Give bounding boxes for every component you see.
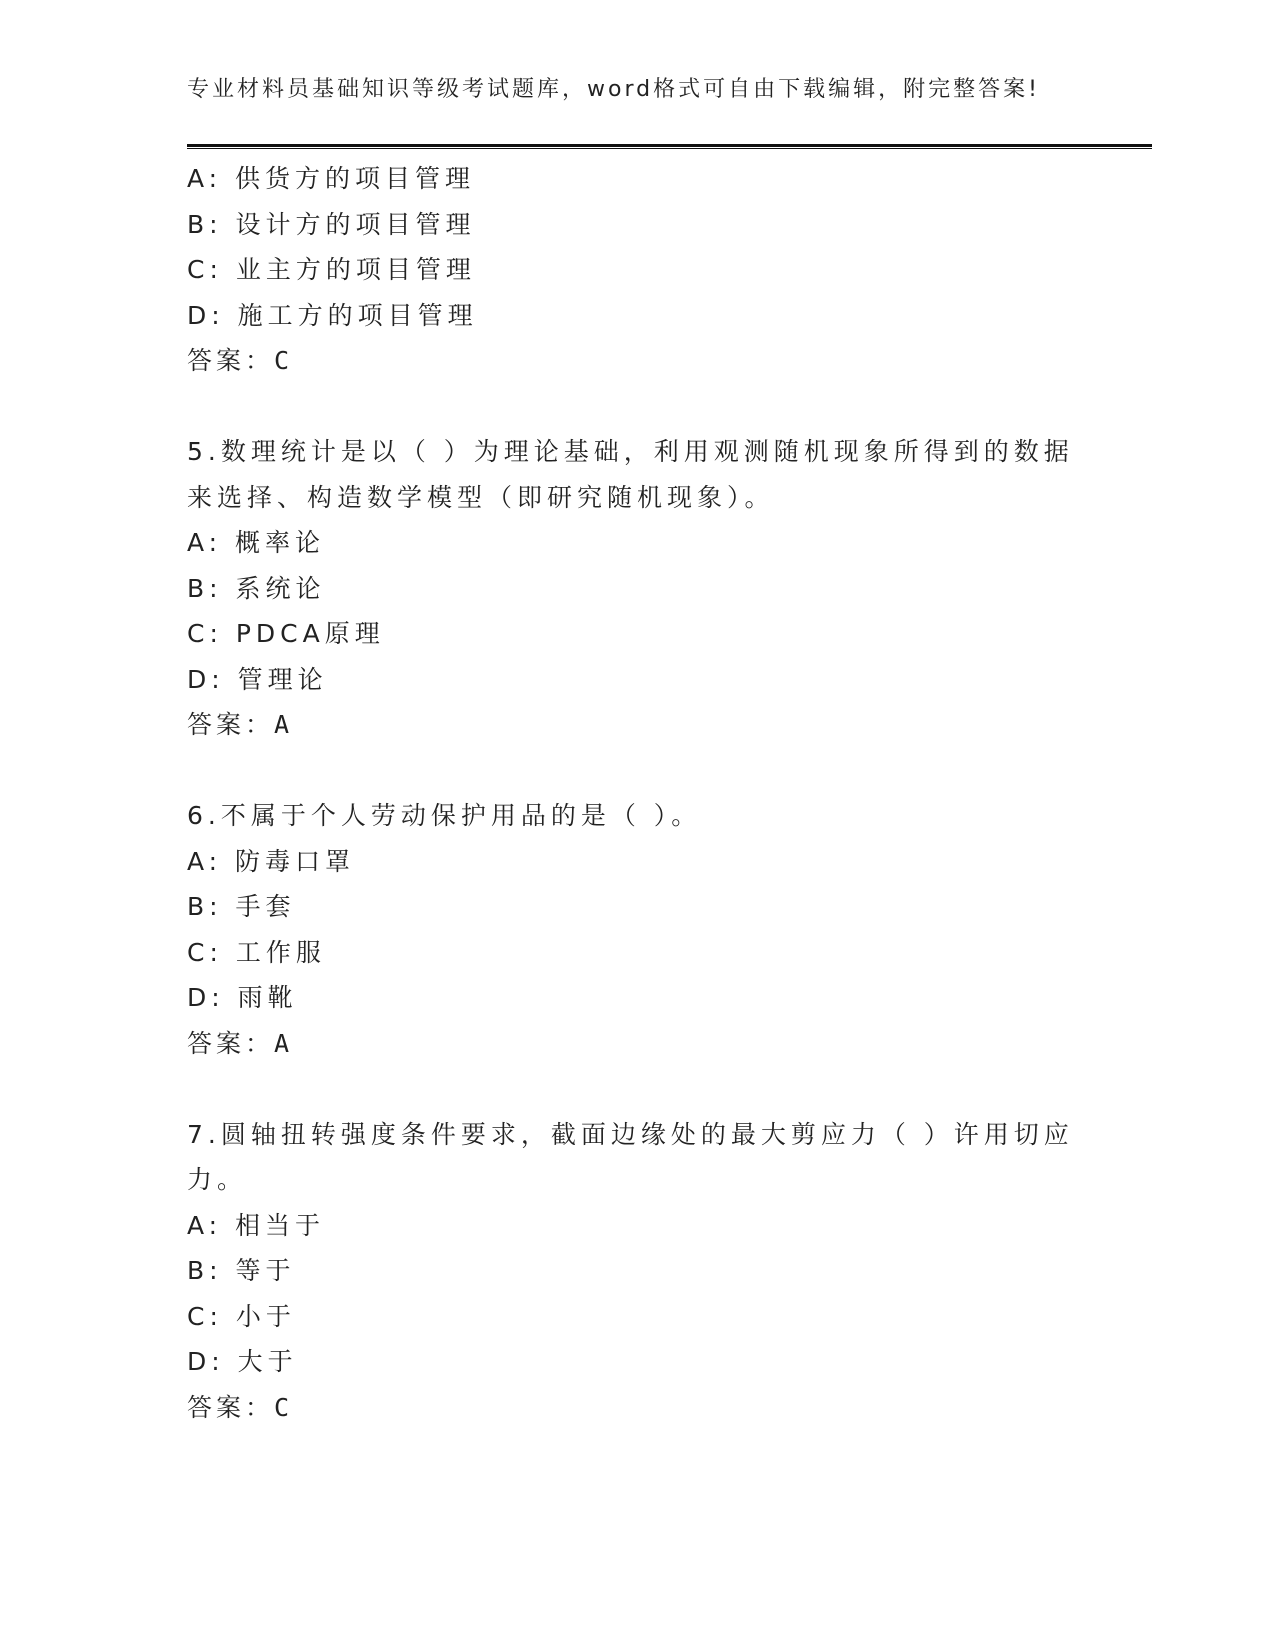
question-list bbox=[187, 156, 1087, 1430]
answer-line bbox=[187, 338, 1087, 384]
option-b: B: 设计方的项目管理 bbox=[187, 209, 476, 239]
option-b: B: 等于 bbox=[187, 1256, 296, 1285]
spacer bbox=[187, 1066, 1087, 1112]
answer-value: C bbox=[274, 346, 294, 375]
option-a: A: 概率论 bbox=[187, 528, 326, 557]
option-c: C: 业主方的项目管理 bbox=[187, 255, 476, 284]
question-text: 5.数理统计是以（ ）为理论基础，利用观测随机现象所得到的数据来选择、构造数学模型（即研究随机现象）。 bbox=[187, 437, 1074, 512]
option-b: B: 系统论 bbox=[187, 573, 326, 603]
spacer bbox=[187, 748, 1087, 794]
option-d: D: 雨靴 bbox=[187, 983, 298, 1012]
page-header: 专业材料员基础知识等级考试题库，word格式可自由下载编辑，附完整答案! bbox=[187, 77, 1040, 102]
option-b: B: 手套 bbox=[187, 892, 296, 921]
option-d: D: 大于 bbox=[187, 1347, 298, 1376]
option-a: A: 相当于 bbox=[187, 1210, 326, 1240]
question-text: 6.不属于个人劳动保护用品的是（ ）。 bbox=[187, 801, 702, 830]
option-a: A: 供货方的项目管理 bbox=[187, 164, 476, 193]
question-block-4 bbox=[187, 156, 1087, 384]
question-block-7 bbox=[187, 1112, 1087, 1431]
option-d: D: 管理论 bbox=[187, 664, 328, 694]
option-a: A: 防毒口罩 bbox=[187, 846, 356, 876]
option-c: C: 工作服 bbox=[187, 937, 326, 967]
answer-label: 答案： bbox=[187, 1392, 275, 1422]
answer-value: C bbox=[274, 1392, 294, 1422]
question-text: 7.圆轴扭转强度条件要求，截面边缘处的最大剪应力（ ）许用切应力。 bbox=[187, 1119, 1074, 1194]
spacer bbox=[187, 384, 1087, 430]
option-d: D: 施工方的项目管理 bbox=[187, 300, 478, 330]
header-rule bbox=[187, 144, 1152, 149]
option-c: C: PDCA原理 bbox=[187, 619, 385, 648]
question-block-5 bbox=[187, 429, 1087, 748]
answer-value: A bbox=[274, 1028, 294, 1058]
answer-line bbox=[187, 1021, 1087, 1067]
answer-label: 答案： bbox=[187, 1028, 275, 1058]
answer-line bbox=[187, 1385, 1087, 1431]
option-c: C: 小于 bbox=[187, 1301, 296, 1331]
answer-line bbox=[187, 702, 1087, 748]
answer-label: 答案： bbox=[187, 346, 275, 375]
answer-label: 答案： bbox=[187, 710, 275, 739]
question-block-6 bbox=[187, 793, 1087, 1066]
answer-value: A bbox=[274, 710, 294, 739]
